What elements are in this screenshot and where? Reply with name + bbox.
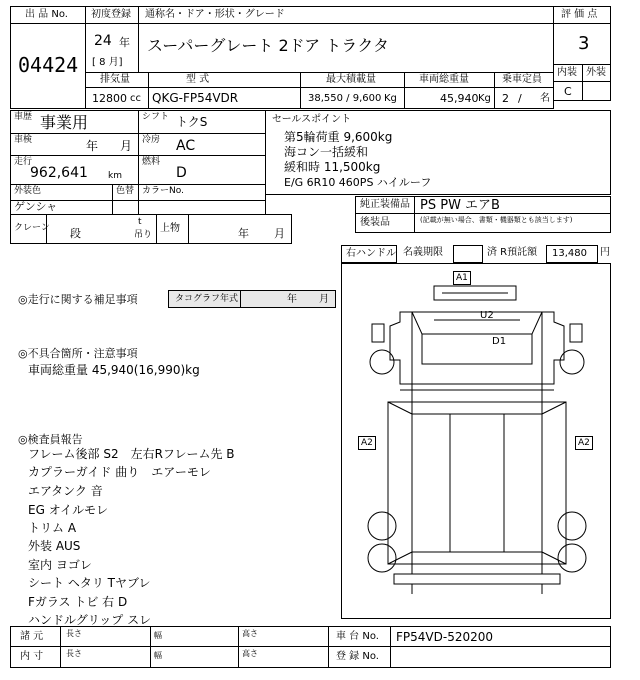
damage-mark-a2-right — [575, 436, 593, 450]
damage-mark-label: A1 — [456, 273, 468, 283]
first-reg-year-unit: 年 — [119, 36, 130, 49]
genuine-value: PS PW エアB — [420, 198, 500, 213]
color-no-label: カラーNo. — [142, 186, 184, 196]
inspection-label: 車検 — [14, 135, 33, 145]
interior-grade-cell — [553, 81, 583, 101]
footer-length-label: 長さ — [66, 629, 82, 638]
name-change-label: 名義期限 — [403, 247, 443, 258]
fuel-label: 燃料 — [142, 157, 161, 167]
truck-outline-svg — [342, 264, 612, 620]
fuel-value: D — [176, 165, 187, 181]
capacity-unit: 名 — [540, 93, 550, 104]
sales-points-box — [265, 110, 611, 195]
registration-label: 登 録 No. — [336, 651, 379, 662]
right-hand-label: 右ハンドル — [346, 248, 396, 259]
first-reg-year: 24 — [94, 33, 112, 49]
capacity-value: 2 — [502, 92, 509, 105]
inspector-report-line: 室内 ヨゴレ — [28, 558, 92, 572]
model-label: 型 式 — [186, 74, 210, 85]
damage-mark-label: A2 — [578, 438, 590, 448]
capacity-label: 乗車定員 — [502, 74, 542, 85]
footer-table — [10, 626, 611, 668]
inspector-report-line: カプラーガイド 曲り エアーモレ — [28, 465, 211, 479]
recycle-amount-box — [546, 245, 598, 263]
gross-weight-unit: Kg — [478, 93, 491, 104]
car-name: スーパーグレート 2ドア トラクタ — [147, 36, 389, 55]
footer-interior-label: 内 寸 — [20, 651, 44, 662]
recycle-label: 済 R預託額 — [487, 247, 538, 258]
interior-label-cell — [553, 64, 583, 82]
footer-length-label-2: 長さ — [66, 649, 82, 658]
footer-height-label-2: 高さ — [242, 649, 258, 658]
aftermarket-row — [355, 213, 611, 233]
eval-label-cell — [553, 6, 611, 24]
inspector-report-line: EG オイルモレ — [28, 503, 109, 517]
inspector-report-line: Fガラス トビ 右 D — [28, 595, 128, 609]
running-notes-title: ◎走行に関する補足事項 — [18, 293, 138, 306]
lot-number: 04424 — [18, 53, 79, 77]
sales-point-line: 第5輪荷重 9,600kg — [284, 130, 393, 144]
gross-weight-label: 車両総重量 — [419, 74, 469, 85]
mileage-label: 走行 — [14, 157, 33, 167]
ac-value: AC — [176, 138, 196, 154]
max-load-unit: Kg — [384, 93, 397, 104]
sales-point-line: E/G 6R10 460PS ハイルーフ — [284, 176, 432, 189]
eval-label: 評 価 点 — [561, 9, 598, 20]
shift-label: シフト — [142, 112, 170, 122]
color-value: ゲンシャ — [14, 200, 58, 213]
displacement-value: 12800 — [92, 92, 127, 105]
capacity-sep: / — [518, 92, 522, 105]
gross-weight-value: 45,940 — [440, 92, 479, 105]
spec-label-row — [85, 72, 554, 88]
recycle-amount: 13,480 — [552, 248, 587, 259]
tachograph-box — [168, 290, 336, 308]
inspection-year: 年 — [86, 139, 99, 153]
history-label: 車歴 — [14, 112, 33, 122]
mileage-unit: km — [108, 171, 122, 181]
tachograph-label: タコグラフ年式 — [175, 294, 239, 304]
first-reg-month: [ 8 月] — [92, 57, 123, 68]
mileage-value: 962,641 — [30, 165, 88, 181]
inspector-report-title: ◎検査員報告 — [18, 433, 83, 446]
footer-width-label: 幅 — [154, 631, 162, 640]
model-code: QKG-FP54VDR — [152, 91, 239, 105]
max-load-label: 最大積載量 — [326, 74, 376, 85]
lot-number-cell — [10, 23, 86, 109]
chassis-label: 車 台 No. — [336, 631, 379, 642]
grade-label-cell — [138, 6, 554, 24]
interior-label: 内装 — [557, 67, 577, 78]
truck-diagram — [341, 263, 611, 619]
damage-mark-a2-left — [358, 436, 376, 450]
inspector-report-line: フレーム後部 S2 左右Rフレーム先 B — [28, 447, 235, 461]
first-reg-label: 初度登録 — [91, 9, 131, 20]
sales-points-title: セールスポイント — [272, 114, 352, 125]
crane-label: クレーン — [14, 223, 50, 233]
displacement-unit: cc — [130, 93, 141, 104]
defect-notes-text: 車両総重量 45,940(16,990)kg — [28, 363, 200, 377]
defect-notes-title: ◎不具合箇所・注意事項 — [18, 347, 138, 360]
aftermarket-label: 後装品 — [360, 217, 390, 228]
crane-stage: 段 — [70, 227, 81, 240]
first-reg-label-cell — [85, 6, 139, 24]
name-change-box — [453, 245, 483, 263]
lot-label-cell — [10, 6, 86, 24]
damage-mark-d1: D1 — [492, 336, 507, 347]
grade-label: 通称名・ドア・形状・グレード — [145, 9, 285, 20]
sales-point-line: 緩和時 11,500kg — [284, 160, 381, 174]
crane-ton: t — [138, 217, 142, 227]
exterior-grade-cell — [582, 81, 611, 101]
lot-label: 出 品 No. — [25, 9, 68, 20]
aftermarket-note: (記載が無い場合、書類・機器類とも該当します) — [420, 216, 573, 224]
tachograph-month: 月 — [319, 294, 329, 305]
rigging-month: 月 — [274, 227, 285, 240]
car-name-cell — [138, 23, 554, 73]
color-label: 外装色 — [14, 186, 42, 196]
rigging-year: 年 — [238, 227, 249, 240]
inspector-report-line: シート ヘタリ Tヤブレ — [28, 576, 151, 590]
tachograph-year: 年 — [287, 294, 297, 305]
inspection-month: 月 — [120, 139, 133, 153]
inspector-report-line: ハンドルグリップ スレ — [28, 613, 152, 627]
chassis-number: FP54VD-520200 — [396, 630, 493, 644]
right-hand-cell — [341, 245, 397, 263]
damage-mark-a1 — [453, 271, 471, 285]
rigging-label: 上物 — [160, 223, 180, 234]
inspector-report-line: トリム A — [28, 521, 77, 535]
genuine-label: 純正装備品 — [360, 199, 410, 210]
damage-mark-label: A2 — [361, 438, 373, 448]
shift-value: トクS — [176, 115, 208, 129]
inspector-report-line: 外装 AUS — [28, 539, 81, 553]
genuine-equipment-row — [355, 196, 611, 214]
sales-point-line: 海コン一括緩和 — [284, 145, 369, 159]
exterior-label-cell — [582, 64, 611, 82]
eval-score: 3 — [578, 33, 590, 54]
history-value: 事業用 — [40, 113, 89, 132]
color-change-label: 色替 — [116, 186, 135, 196]
inspector-report-line: エアタンク 音 — [28, 484, 103, 498]
displacement-label: 排気量 — [100, 74, 130, 85]
crane-hook: 吊り — [134, 230, 153, 240]
year-cell — [85, 23, 139, 73]
recycle-unit: 円 — [600, 247, 610, 258]
footer-height-label: 高さ — [242, 629, 258, 638]
max-load-value: 38,550 / 9,600 — [308, 93, 382, 104]
damage-mark-u2: U2 — [480, 310, 494, 321]
footer-specs-label: 諸 元 — [20, 631, 44, 642]
eval-score-cell — [553, 23, 611, 65]
exterior-label: 外装 — [586, 67, 606, 78]
interior-grade: C — [564, 85, 572, 98]
footer-width-label-2: 幅 — [154, 651, 162, 660]
ac-label: 冷房 — [142, 135, 161, 145]
